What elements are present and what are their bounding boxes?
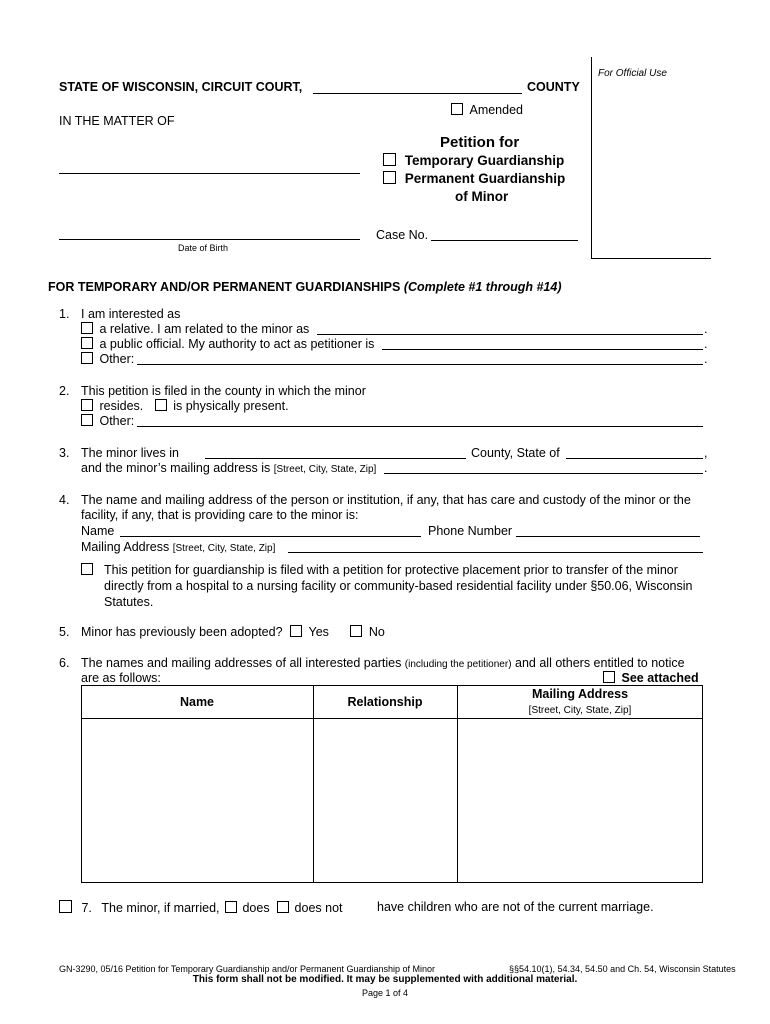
footer-notice: This form shall not be modified. It may be supplemented with additional material. — [192, 974, 578, 985]
q5-no-checkbox[interactable] — [350, 625, 362, 637]
amended-label: Amended — [469, 103, 523, 117]
q6-number: 6. — [59, 656, 70, 670]
q4-name-field[interactable] — [120, 536, 421, 537]
official-use-label: For Official Use — [598, 68, 667, 79]
q2-text: This petition is filed in the county in which the minor — [81, 384, 366, 398]
q6-text-paren: (including the petitioner) — [404, 659, 512, 670]
see-attached-checkbox[interactable] — [603, 671, 615, 683]
q2-other-field[interactable] — [137, 426, 703, 427]
q1-relative-label: a relative. I am related to the minor as — [99, 322, 310, 336]
q7-checkbox[interactable] — [59, 900, 72, 913]
q1-other-label: Other: — [99, 352, 135, 366]
q2-opt3-row — [81, 414, 134, 429]
q3-mail-field[interactable] — [384, 473, 703, 474]
q1-official-checkbox[interactable] — [81, 337, 93, 349]
col-mail-cell[interactable] — [458, 719, 702, 882]
q1-official-label: a public official. My authority to act as petitioner is — [99, 337, 375, 351]
temporary-checkbox[interactable] — [383, 153, 396, 166]
dob-field[interactable] — [59, 239, 360, 240]
permanent-checkbox[interactable] — [383, 171, 396, 184]
temporary-label: Temporary Guardianship — [404, 153, 565, 168]
amended-row — [451, 103, 523, 118]
q1-opt2-row — [81, 337, 374, 352]
col-name-cell[interactable] — [82, 719, 312, 882]
q1-other-checkbox[interactable] — [81, 352, 93, 364]
official-use-divider — [591, 57, 592, 259]
perm-row — [383, 171, 565, 186]
case-no-field[interactable] — [431, 240, 578, 241]
in-matter-label: IN THE MATTER OF — [59, 114, 175, 128]
q4-phone-field[interactable] — [516, 536, 700, 537]
q3-county-label: County, State of — [471, 446, 560, 460]
q5-no-label: No — [368, 625, 385, 639]
q4-prot-line3: Statutes. — [104, 595, 154, 609]
q7-row — [59, 900, 343, 916]
col-mail-hint: [Street, City, State, Zip] — [528, 705, 632, 716]
q4-prot-line1: This petition for guardianship is filed with a petition for protective placement prior to transfer of the minor — [104, 563, 678, 577]
caption-bottom-rule — [591, 258, 711, 259]
county-name-field[interactable] — [313, 93, 522, 94]
q6-text-b: and all others entitled to notice — [515, 656, 685, 670]
q4-name-label: Name — [81, 524, 115, 538]
q5-number: 5. — [59, 625, 70, 639]
q1-period-1: . — [704, 322, 708, 336]
q1-period-2: . — [704, 337, 708, 351]
q5-row — [81, 625, 385, 640]
q4-phone-label: Phone Number — [428, 524, 513, 538]
col-name-header: Name — [179, 695, 215, 709]
q7-number: 7. — [81, 901, 92, 915]
case-no-label: Case No. — [376, 228, 429, 242]
dob-label: Date of Birth — [178, 243, 229, 253]
col-mail-header: Mailing Address — [531, 687, 629, 701]
col-relationship-header: Relationship — [347, 695, 423, 709]
section-heading — [48, 280, 562, 295]
q1-other-field[interactable] — [137, 364, 703, 365]
col-relationship-cell[interactable] — [314, 719, 456, 882]
q6-line1 — [81, 656, 685, 672]
q2-present-checkbox[interactable] — [155, 399, 167, 411]
county-label: COUNTY — [527, 80, 580, 94]
q4-line1: The name and mailing address of the person or institution, if any, that has care and custody of the minor or the — [81, 493, 691, 507]
q7-does-not-label: does not — [294, 901, 343, 915]
q1-official-field[interactable] — [382, 349, 703, 350]
q2-resides-label: resides. — [99, 399, 144, 413]
q5-yes-label: Yes — [308, 625, 329, 639]
section-heading-note: (Complete #1 through #14) — [403, 280, 562, 294]
q4-number: 4. — [59, 493, 70, 507]
q2-present-label: is physically present. — [173, 399, 289, 413]
q3-period: . — [704, 461, 708, 475]
q6-line2: are as follows: — [81, 671, 161, 685]
q2-number: 2. — [59, 384, 70, 398]
q4-mail-hint: [Street, City, State, Zip] — [172, 543, 276, 554]
form-title: Petition for — [440, 134, 520, 151]
q6-text-a: The names and mailing addresses of all interested parties — [81, 656, 402, 670]
of-minor-label: of Minor — [455, 189, 509, 204]
q1-opt1-row — [81, 322, 309, 337]
q4-prot-line2: directly from a hospital to a nursing facility or community-based residential facility under §50.06, Wisconsin — [104, 579, 693, 593]
q1-relative-checkbox[interactable] — [81, 322, 93, 334]
q3-text: The minor lives in — [81, 446, 179, 460]
q7-does-checkbox[interactable] — [225, 901, 237, 913]
q3-county-field[interactable] — [205, 458, 466, 459]
court-label: STATE OF WISCONSIN, CIRCUIT COURT, — [59, 80, 303, 94]
q3-mail-label: and the minor’s mailing address is — [81, 461, 271, 475]
see-attached-row — [603, 671, 699, 686]
q3-mail-row — [81, 461, 376, 477]
q4-mail-label: Mailing Address — [81, 540, 170, 554]
permanent-label: Permanent Guardianship — [404, 171, 566, 186]
section-heading-text: FOR TEMPORARY AND/OR PERMANENT GUARDIANSHIPS — [48, 280, 401, 294]
amended-checkbox[interactable] — [451, 103, 463, 115]
q4-mail-row — [81, 540, 275, 556]
q2-opt-row — [81, 399, 289, 414]
q1-number: 1. — [59, 307, 70, 321]
q2-other-checkbox[interactable] — [81, 414, 93, 426]
q1-period-3: . — [704, 352, 708, 366]
see-attached-label: See attached — [621, 671, 699, 685]
q7-rest: have children who are not of the current marriage. — [377, 900, 654, 914]
q4-protective-checkbox[interactable] — [81, 563, 93, 575]
q7-text: The minor, if married, — [101, 901, 220, 915]
q3-state-field[interactable] — [566, 458, 703, 459]
q4-line2: facility, if any, that is providing care to the minor is: — [81, 508, 359, 522]
q4-prot-row — [81, 563, 93, 578]
minor-name-field[interactable] — [59, 173, 360, 174]
footer-form-id: GN-3290, 05/16 Petition for Temporary Guardianship and/or Permanent Guardianship of Minor — [59, 964, 436, 974]
temp-row — [383, 153, 564, 168]
footer-page: Page 1 of 4 — [361, 988, 409, 998]
q4-mail-field[interactable] — [288, 552, 703, 553]
q1-relative-field[interactable] — [317, 334, 703, 335]
footer-statutes: §§54.10(1), 54.34, 54.50 and Ch. 54, Wisconsin Statutes — [509, 964, 736, 974]
q3-comma: , — [704, 446, 708, 460]
q5-text: Minor has previously been adopted? — [81, 625, 283, 639]
q1-opt3-row — [81, 352, 134, 367]
q5-yes-checkbox[interactable] — [290, 625, 302, 637]
q3-number: 3. — [59, 446, 70, 460]
q2-other-label: Other: — [99, 414, 135, 428]
q7-does-label: does — [242, 901, 270, 915]
q3-mail-hint: [Street, City, State, Zip] — [273, 464, 377, 475]
q1-text: I am interested as — [81, 307, 181, 321]
q2-resides-checkbox[interactable] — [81, 399, 93, 411]
q7-does-not-checkbox[interactable] — [277, 901, 289, 913]
